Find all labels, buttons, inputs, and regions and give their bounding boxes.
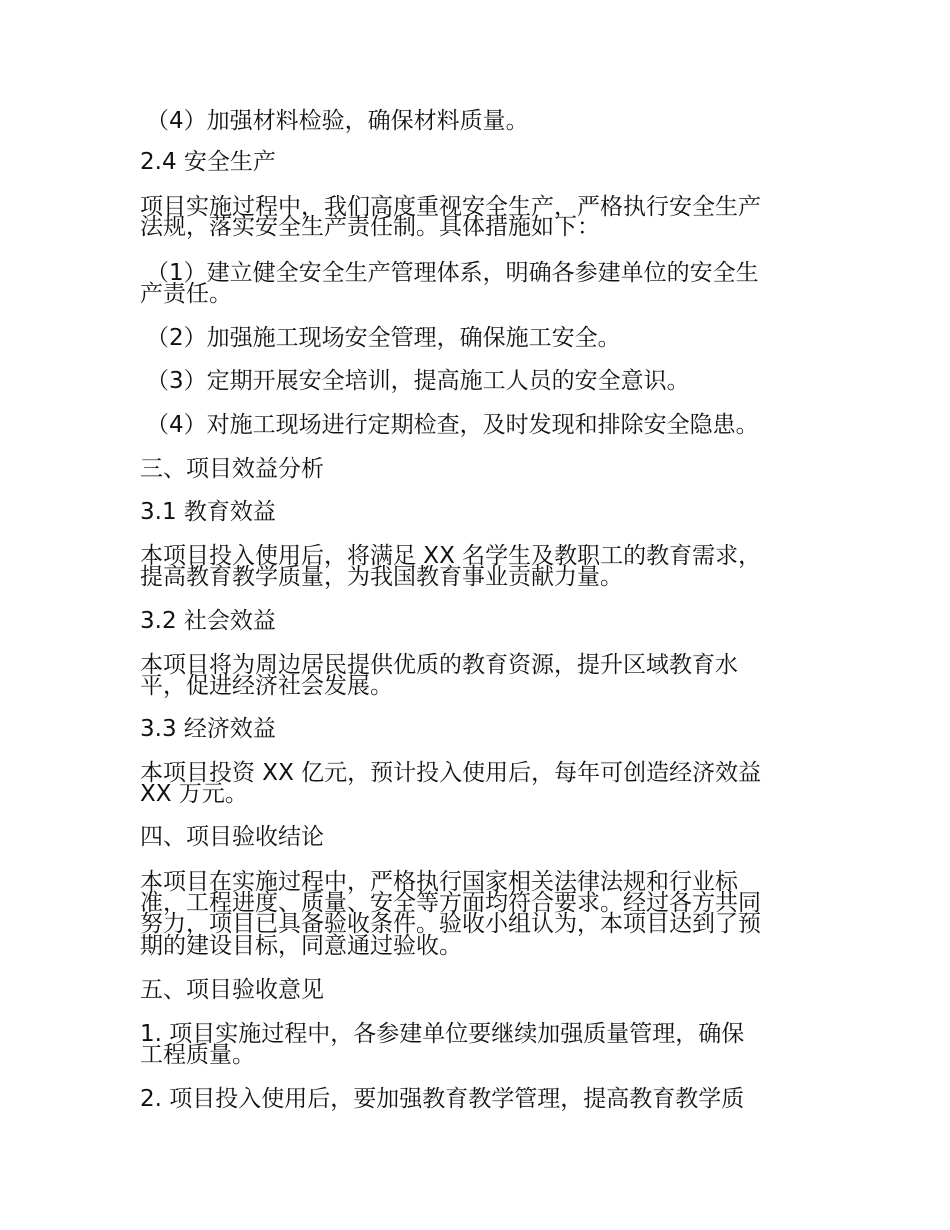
paragraph-line: 平，促进经济社会发展。 xyxy=(140,673,393,699)
paragraph-line: 本项目投资 XX 亿元，预计投入使用后，每年可创造经济效益 xyxy=(140,760,762,786)
paragraph-line: 提高教育教学质量，为我国教育事业贡献力量。 xyxy=(140,564,623,590)
opinion-item-1: 1. 项目实施过程中，各参建单位要继续加强质量管理，确保 xyxy=(140,1021,745,1047)
list-item-safety-system: （1）建立健全安全生产管理体系，明确各参建单位的安全生 xyxy=(146,260,759,286)
section-heading-3-2: 3.2 社会效益 xyxy=(140,608,276,634)
section-heading-2-4: 2.4 安全生产 xyxy=(140,149,276,175)
paragraph-line: 本项目在实施过程中，严格执行国家相关法律法规和行业标 xyxy=(140,869,738,895)
paragraph-line: 本项目投入使用后，将满足 XX 名学生及教职工的教育需求， xyxy=(140,543,762,569)
paragraph-line: 准，工程进度、质量、安全等方面均符合要求。经过各方共同 xyxy=(140,890,761,916)
list-item-site-safety: （2）加强施工现场安全管理，确保施工安全。 xyxy=(146,325,621,351)
paragraph-line: 努力，项目已具备验收条件。验收小组认为，本项目达到了预 xyxy=(140,911,761,937)
paragraph-line: 期的建设目标，同意通过验收。 xyxy=(140,933,462,959)
paragraph-line: 法规，落实安全生产责任制。具体措施如下： xyxy=(140,214,600,240)
section-heading-4: 四、项目验收结论 xyxy=(140,824,324,850)
list-item-safety-training: （3）定期开展安全培训，提高施工人员的安全意识。 xyxy=(146,368,690,394)
section-heading-3: 三、项目效益分析 xyxy=(140,456,324,482)
paragraph-line: 本项目将为周边居民提供优质的教育资源，提升区域教育水 xyxy=(140,652,738,678)
section-heading-5: 五、项目验收意见 xyxy=(140,977,324,1003)
paragraph-line: XX 万元。 xyxy=(140,781,248,807)
list-item-site-inspection: （4）对施工现场进行定期检查，及时发现和排除安全隐患。 xyxy=(146,412,759,438)
opinion-item-1-continuation: 工程质量。 xyxy=(140,1042,255,1068)
list-item-continuation: 产责任。 xyxy=(140,281,232,307)
opinion-item-2: 2. 项目投入使用后，要加强教育教学管理，提高教育教学质 xyxy=(140,1086,745,1112)
section-heading-3-1: 3.1 教育效益 xyxy=(140,499,276,525)
paragraph-line: 项目实施过程中，我们高度重视安全生产，严格执行安全生产 xyxy=(140,194,761,220)
section-heading-3-3: 3.3 经济效益 xyxy=(140,716,276,742)
list-item-material-inspection: （4）加强材料检验，确保材料质量。 xyxy=(146,108,529,134)
